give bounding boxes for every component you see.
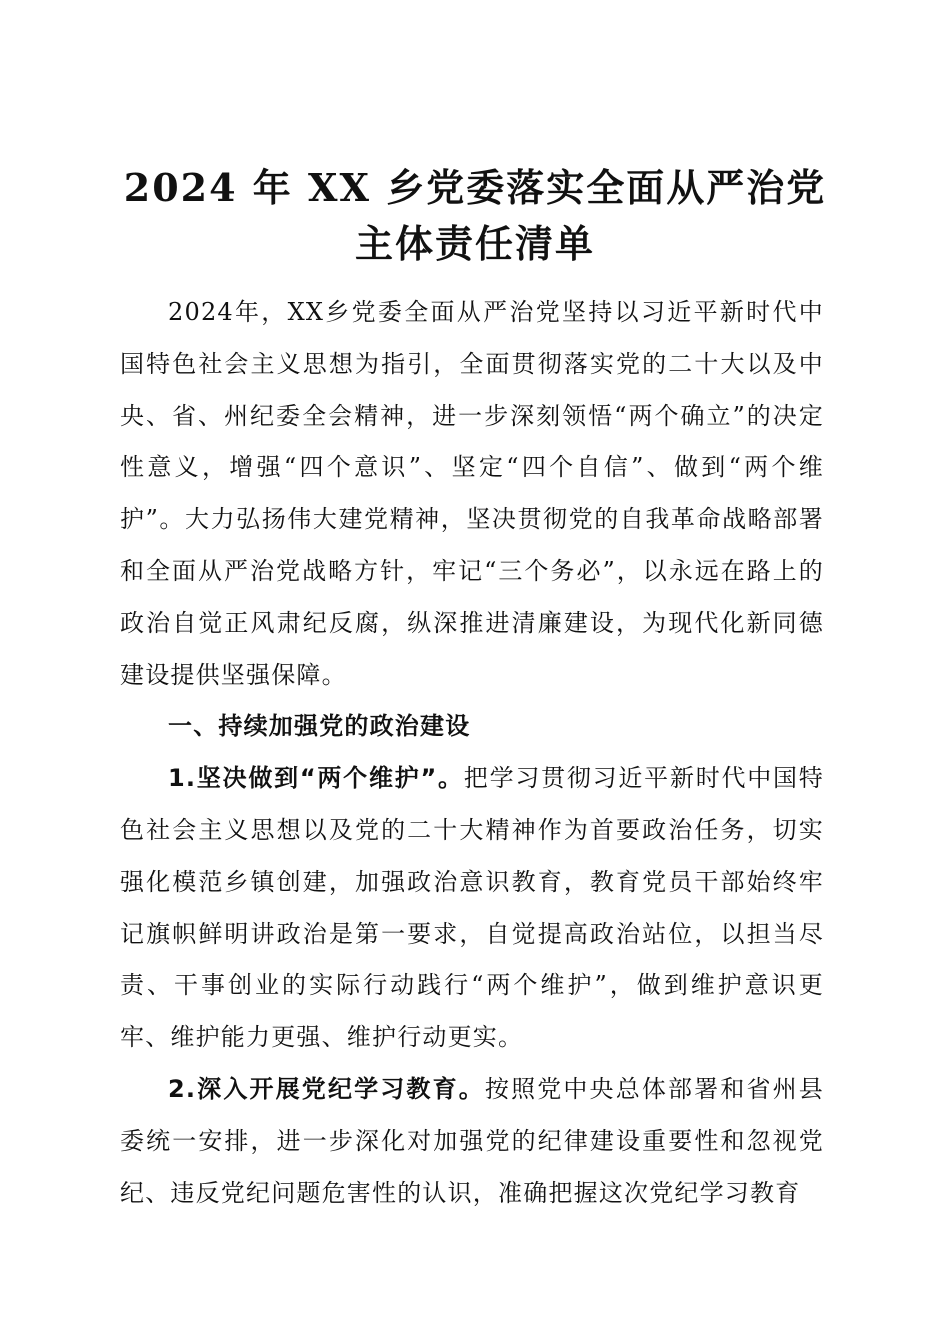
item-1-text: 把学习贯彻习近平新时代中国特色社会主义思想以及党的二十大精神作为首要政治任务，切实强化模范乡镇创建，加强政治意识教育，教育党员干部始终牢记旗帜鲜明讲政治是第一要求，自觉提高政治站位，以担当尽责、干事创业的实际行动践行“两个维护”，做到维护意识更牢、维护能力更强、维护行动更实。 — [120, 764, 824, 1052]
item-1-lead: 1.坚决做到“两个维护”。 — [168, 764, 464, 793]
intro-paragraph: 2024年，XX乡党委全面从严治党坚持以习近平新时代中国特色社会主义思想为指引，全面贯彻落实党的二十大以及中央、省、州纪委全会精神，进一步深刻领悟“两个确立”的决定性意义，增强“四个意识”、坚定“四个自信”、做到“两个维护”。大力弘扬伟大建党精神，坚决贯彻党的自我革命战略部署和全面从严治党战略方针，牢记“三个务必”，以永远在路上的政治自觉正风肃纪反腐，纵深推进清廉建设，为现代化新同德建设提供坚强保障。 — [120, 298, 824, 689]
item-paragraph-1 — [120, 753, 824, 1064]
title-line-1: 2024 年 XX 乡党委落实全面从严治党 — [123, 165, 827, 211]
item-2-text: 按照党中央总体部署和省州县委统一安排，进一步深化对加强党的纪律建设重要性和忽视党纪、违反党纪问题危害性的认识，准确把握这次党纪学习教育 — [120, 1074, 824, 1207]
document-title — [110, 160, 840, 272]
title-line-2: 主体责任清单 — [354, 221, 595, 267]
section-heading-1: 一、持续加强党的政治建设 — [168, 712, 471, 741]
item-2-lead: 2.深入开展党纪学习教育。 — [168, 1074, 485, 1103]
document-body — [120, 287, 824, 1219]
item-paragraph-2 — [120, 1064, 824, 1219]
